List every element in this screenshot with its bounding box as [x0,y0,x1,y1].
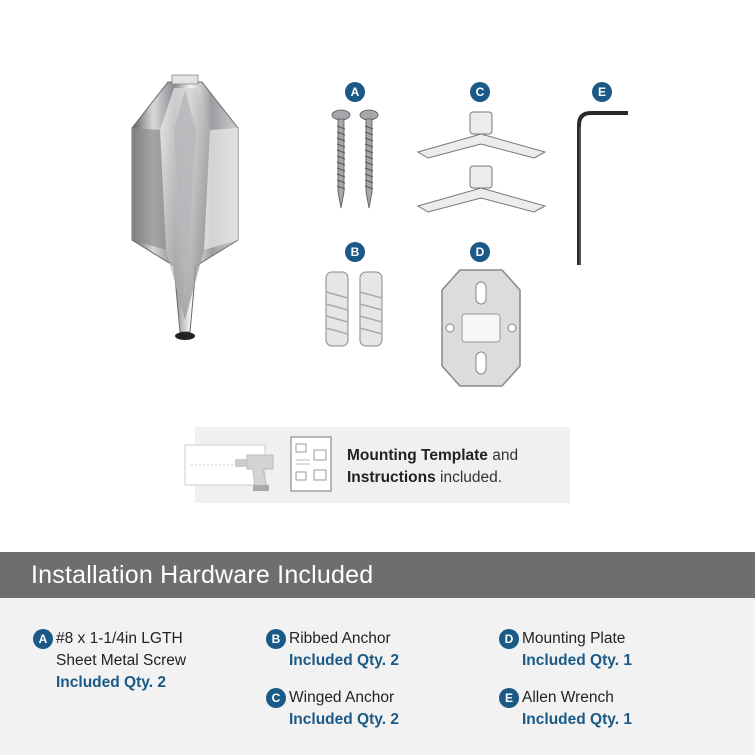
robe-hook-image [120,70,250,350]
mounting-plate-image [440,268,522,388]
screws-image [325,108,385,212]
badge-e: E [592,82,612,102]
item-name-a-line2: Sheet Metal Screw [56,652,187,669]
item-badge-b: B [266,629,286,649]
item-badge-d: D [499,629,519,649]
badge-c: C [470,82,490,102]
item-name-c: Winged Anchor [289,689,395,706]
badge-b: B [345,242,365,262]
instructions-text [347,445,518,489]
ribbed-anchors-image [320,270,390,350]
item-qty-a: Included Qty. 2 [56,674,166,691]
hardware-item-e [504,687,632,731]
instructions-suffix: included. [435,469,503,486]
instructions-sheet-icon [290,436,332,492]
item-qty-b: Included Qty. 2 [289,652,399,669]
banner-title: Installation Hardware Included [31,561,374,589]
hardware-item-c [271,687,399,731]
item-qty-d: Included Qty. 1 [522,652,632,669]
item-badge-a: A [33,629,53,649]
hardware-item-d [504,628,632,672]
item-name-e: Allen Wrench [522,689,614,706]
instructions-label: Instructions [347,469,436,486]
item-name-b: Ribbed Anchor [289,630,391,647]
hardware-banner [0,552,755,598]
allen-wrench-image [570,105,632,270]
badge-d: D [470,242,490,262]
item-qty-c: Included Qty. 2 [289,711,399,728]
item-badge-c: C [266,688,286,708]
item-badge-e: E [499,688,519,708]
hardware-item-a [38,628,187,694]
instructions-info-box [195,427,570,503]
winged-anchors-image [414,108,549,218]
hardware-list-panel [0,598,755,755]
item-name-d: Mounting Plate [522,630,626,647]
hardware-item-b [271,628,399,672]
badge-a: A [345,82,365,102]
item-name-a-line1: #8 x 1-1/4in LGTH [56,630,183,647]
drill-template-icon [183,441,283,493]
template-suffix: and [487,447,519,464]
item-qty-e: Included Qty. 1 [522,711,632,728]
template-label: Mounting Template [347,447,488,464]
